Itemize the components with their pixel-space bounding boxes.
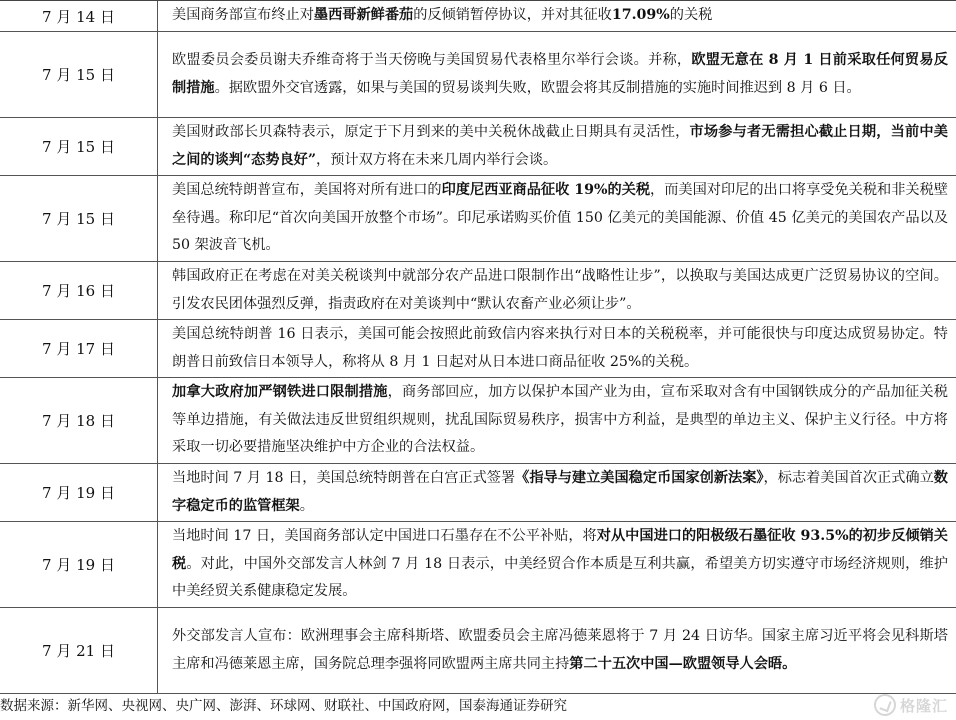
data-source-note: 数据来源：新华网、央视网、央广网、澎湃、环球网、财联社、中国政府网，国泰海通证券研究: [0, 698, 567, 714]
table-row: [0, 464, 956, 522]
table-row: [0, 262, 956, 320]
bold-text: 《指导与建立美国稳定币国家创新法案》: [515, 469, 764, 486]
row-date: 7 月 19 日: [0, 464, 158, 521]
row-content: [158, 262, 956, 319]
gelonghui-logo-icon: [874, 694, 896, 716]
bold-text: 17.09%: [611, 7, 670, 24]
row-content: [158, 378, 956, 463]
text-segment: ，商务部回应，加方以保护本国产业为由，宣布采取对含有中国钢铁成分的产品加征关税等单边措施，有关做法违反世贸组织规则，扰乱国际贸易秩序，损害中方利益，是典型的单边主义、保护主义行径。中方将采取一切必要措施坚决维护中方企业的合法权益。: [172, 384, 948, 456]
text-segment: ，预计双方将在未来几周内举行会谈。: [316, 151, 558, 168]
text-segment: ，而美国对印尼的出口将享受免关税和非关税壁垒待遇。称印尼“首次向美国开放整个市场”。印尼承诺购买价值 150 亿美元的美国能源、价值 45 亿美元的美国农产品以及 50 架波音飞机。: [172, 182, 948, 254]
row-content: [158, 320, 956, 377]
bold-text: 加拿大政府加严钢铁进口限制措施: [172, 384, 388, 401]
watermark: [874, 692, 948, 718]
table-row: [0, 32, 956, 118]
text-segment: 。据欧盟外交官透露，如果与美国的贸易谈判失败，欧盟会将其反制措施的实施时间推迟到 8 月 6 日。: [214, 79, 861, 96]
text-segment: 韩国政府正在考虑在对美关税谈判中就部分农产品进口限制作出“战略性让步”，以换取与美国达成更广泛贸易协议的空间。引发农民团体强烈反弹，指责政府在对美谈判中“默认农畜产业必须让步”。: [172, 267, 948, 312]
row-content: [158, 608, 956, 693]
bold-text: 印度尼西亚商品征收 19%的关税: [441, 182, 651, 199]
row-content: [158, 176, 956, 261]
row-date: 7 月 16 日: [0, 262, 158, 319]
bold-text: 第二十五次中国—欧盟领导人会晤。: [569, 655, 797, 672]
row-content: [158, 464, 956, 521]
row-content: [158, 1, 956, 31]
table-row: [0, 608, 956, 694]
bold-text: 数字稳定币的监管框架: [172, 469, 948, 514]
text-segment: 当地时间 17 日，美国商务部认定中国进口石墨存在不公平补贴，将: [172, 528, 597, 545]
text-segment: 当地时间 7 月 18 日，美国总统特朗普在白宫正式签署: [172, 469, 516, 486]
text-segment: ，标志着美国首次正式确立: [763, 469, 934, 486]
row-date: 7 月 15 日: [0, 176, 158, 261]
text-segment: 美国总统特朗普宣布，美国将对所有进口的: [172, 182, 442, 199]
bold-text: 欧盟无意在 8 月 1 日前采取任何贸易反制措施: [172, 51, 948, 96]
row-content: [158, 522, 956, 607]
text-segment: 的关税: [669, 7, 713, 24]
row-date: 7 月 15 日: [0, 118, 158, 175]
text-segment: 美国总统特朗普 16 日表示，美国可能会按照此前致信内容来执行对日本的关税税率，并可能很快与印度达成贸易协定。特朗普日前致信日本领导人，称将从 8 月 1 日起对从日本进口商品征收 25%的关税。: [172, 325, 948, 370]
watermark-text: 格隆汇: [899, 696, 948, 715]
row-date: 7 月 19 日: [0, 522, 158, 607]
table-row: [0, 522, 956, 608]
row-content: [158, 32, 956, 117]
text-segment: 。对此，中国外交部发言人林剑 7 月 18 日表示，中美经贸合作本质是互利共赢，希望美方切实遵守市场经济规则，维护中美经贸关系健康稳定发展。: [172, 555, 948, 600]
table-row: [0, 118, 956, 176]
text-segment: 的反倾销暂停协议，并对其征收: [413, 7, 612, 24]
row-date: 7 月 18 日: [0, 378, 158, 463]
row-date: 7 月 21 日: [0, 608, 158, 693]
row-content: [158, 118, 956, 175]
row-date: 7 月 17 日: [0, 320, 158, 377]
text-segment: 。: [299, 497, 314, 514]
table-row: [0, 1, 956, 32]
bold-text: 墨西哥新鲜番茄: [313, 7, 414, 24]
table-row: [0, 320, 956, 378]
text-segment: 美国商务部宣布终止对: [172, 7, 314, 24]
bold-text: 对从中国进口的阳极级石墨征收 93.5%的初步反倾销关税: [172, 528, 948, 572]
bold-text: 市场参与者无需担心截止日期，当前中美之间的谈判“态势良好”: [172, 123, 948, 168]
table-row: [0, 176, 956, 262]
text-segment: 外交部发言人宣布：欧洲理事会主席科斯塔、欧盟委员会主席冯德莱恩将于 7 月 24 日访华。国家主席习近平将会见科斯塔主席和冯德莱恩主席，国务院总理李强将同欧盟两主席共同主持: [172, 627, 948, 672]
text-segment: 美国财政部长贝森特表示，原定于下月到来的美中关税休战截止日期具有灵活性，: [172, 123, 690, 140]
row-date: 7 月 15 日: [0, 32, 158, 117]
table-row: [0, 378, 956, 464]
text-segment: 欧盟委员会委员谢夫乔维奇将于当天傍晚与美国贸易代表格里尔举行会谈。并称，: [172, 51, 692, 68]
row-date: 7 月 14 日: [0, 1, 158, 31]
